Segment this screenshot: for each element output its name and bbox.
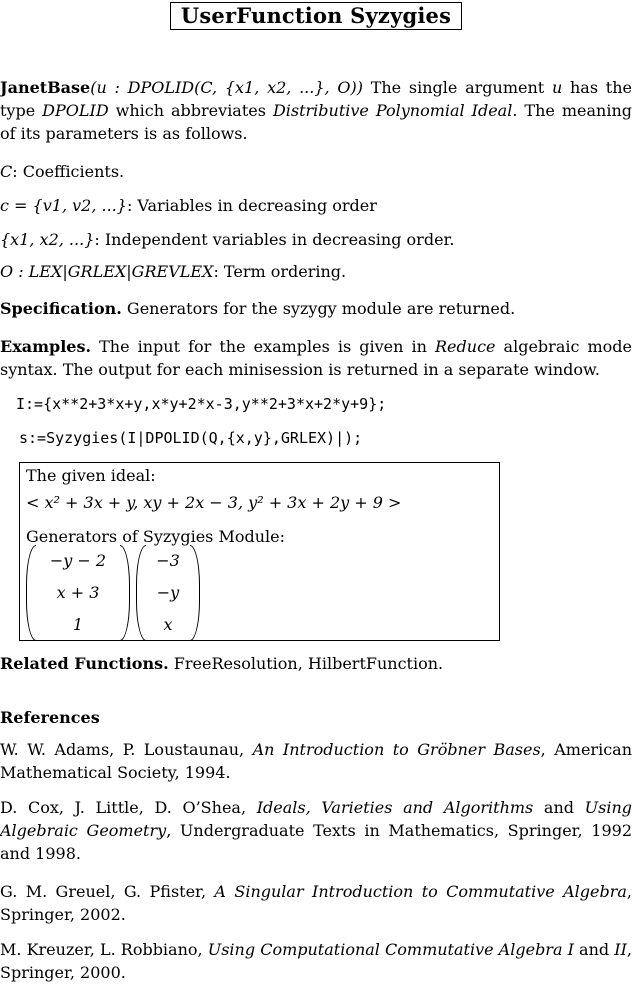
output-ideal: < x² + 3x + y, xy + 2x − 3, y² + 3x + 2y + 9 > <box>26 493 402 512</box>
reference-item <box>0 796 632 865</box>
reference-title: Ideals, Varieties and Algorithms <box>256 798 534 817</box>
vector-entry: −y − 2 <box>49 551 107 570</box>
type-abbreviation: Distributive Polynomial Ideal <box>272 101 513 120</box>
param-symbol: O : LEX|GRLEX|GREVLEX <box>0 262 214 281</box>
output-generators-label: Generators of Syzygies Module: <box>26 527 285 546</box>
right-paren <box>190 545 200 641</box>
reference-authors: D. Cox, J. Little, D. O’Shea, <box>0 798 257 817</box>
param-coefficients <box>0 160 632 183</box>
reference-title: Using Computational Commutative Algebra I <box>207 940 574 959</box>
reference-item <box>0 938 632 984</box>
output-window <box>19 462 500 641</box>
param-text: : Variables in decreasing order <box>126 196 377 215</box>
reference-rest: , Undergraduate Texts in Mathematics, Springer, 1992 and 1998. <box>0 821 632 863</box>
reference-title: An Introduction to Gröbner Bases <box>252 740 541 759</box>
related-functions <box>0 652 632 675</box>
janetbase-paragraph <box>0 76 632 145</box>
left-paren <box>136 545 146 641</box>
param-term-ordering <box>0 260 632 283</box>
janetbase-name: JanetBase <box>0 78 91 97</box>
reference-rest: , Springer, 2002. <box>0 882 632 924</box>
title-area <box>0 2 632 30</box>
syzygy-vectors <box>26 545 206 641</box>
page-title: UserFunction Syzygies <box>170 2 462 30</box>
examples-paragraph <box>0 335 632 381</box>
janetbase-text: has the type <box>0 78 632 120</box>
vector-entry: −3 <box>156 551 180 570</box>
related-label: Related Functions. <box>0 654 169 673</box>
reference-title: Using Algebraic Geometry <box>0 798 632 840</box>
param-symbol: c = {v1, v2, ...} <box>0 196 127 215</box>
output-given-ideal-label: The given ideal: <box>26 466 156 485</box>
janetbase-signature: (u : DPOLID(C, {x1, x2, ...}, O)) <box>90 78 363 97</box>
reference-item <box>0 880 632 926</box>
janetbase-text: The single argument <box>362 78 552 97</box>
param-text: : Coefficients. <box>12 162 125 181</box>
reference-item <box>0 738 632 784</box>
examples-text: algebraic mode syntax. The output for each minisession is returned in a separate window. <box>0 337 632 379</box>
examples-text: The input for the examples is given in <box>99 337 435 356</box>
reference-authors: W. W. Adams, P. Loustaunau, <box>0 740 253 759</box>
references-heading: References <box>0 708 100 727</box>
vector-entry: x + 3 <box>56 583 100 602</box>
specification-text: Generators for the syzygy module are returned. <box>126 299 516 318</box>
type-dpolid: DPOLID <box>42 101 109 120</box>
param-text: : Independent variables in decreasing order. <box>94 230 455 249</box>
reference-title: A Singular Introduction to Commutative Algebra <box>214 882 627 901</box>
code-line-ideal: I:={x**2+3*x+y,x*y+2*x-3,y**2+3*x+2*y+9}; <box>16 395 387 413</box>
param-symbol: {x1, x2, ...} <box>0 230 95 249</box>
specification-label: Specification. <box>0 299 122 318</box>
vector-cells <box>146 545 190 641</box>
examples-label: Examples. <box>0 337 92 356</box>
left-paren <box>26 545 36 641</box>
reference-mid: and <box>573 940 615 959</box>
reduce-name: Reduce <box>435 337 496 356</box>
related-text: FreeResolution, HilbertFunction. <box>173 654 444 673</box>
param-variables <box>0 194 632 217</box>
reference-rest: , American Mathematical Society, 1994. <box>0 740 632 782</box>
reference-authors: G. M. Greuel, G. Pfister, <box>0 882 215 901</box>
vector-entry: −y <box>156 583 180 602</box>
param-text: : Term ordering. <box>213 262 347 281</box>
vector-cells <box>36 545 120 641</box>
vector-entry: x <box>163 615 173 634</box>
reference-title: II <box>614 940 627 959</box>
janetbase-text: . The meaning of its parameters is as follows. <box>0 101 632 143</box>
vector-entry: 1 <box>72 615 84 634</box>
janetbase-text: which abbreviates <box>108 101 273 120</box>
syzygy-vector-1 <box>26 545 130 641</box>
reference-mid: and <box>533 798 585 817</box>
code-line-syzygies: s:=Syzygies(I|DPOLID(Q,{x,y},GRLEX)|); <box>19 429 363 447</box>
right-paren <box>120 545 130 641</box>
specification-paragraph <box>0 297 632 320</box>
argument-u: u <box>551 78 563 97</box>
param-independent-variables <box>0 228 632 251</box>
reference-authors: M. Kreuzer, L. Robbiano, <box>0 940 208 959</box>
syzygy-vector-2 <box>136 545 200 641</box>
reference-rest: , Springer, 2000. <box>0 940 632 982</box>
param-symbol: C <box>0 162 13 181</box>
